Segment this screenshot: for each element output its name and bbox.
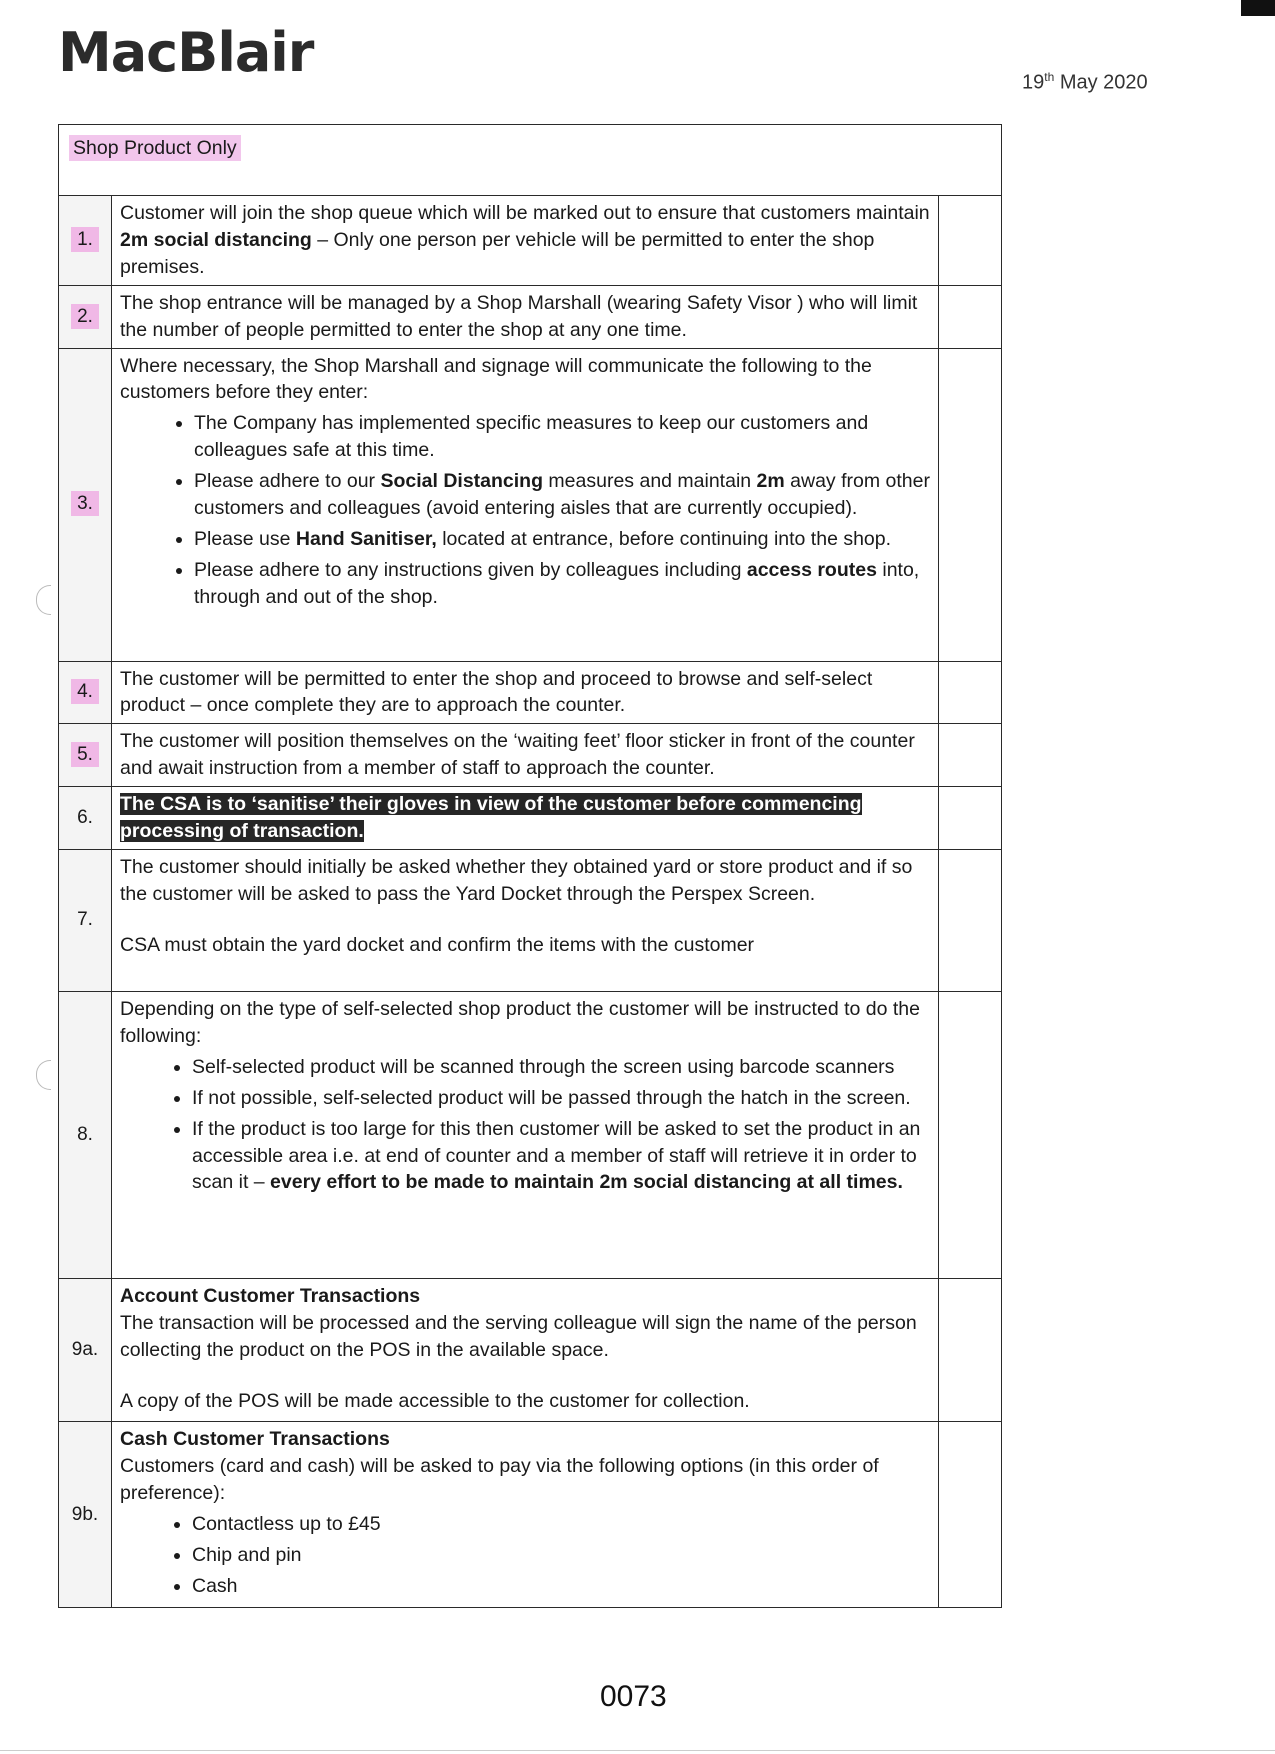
table-row (59, 285, 1002, 348)
row-text: Depending on the type of self-selected shop product the customer will be instructed to do the following: • Self-selected product will be scanned through the screen using barcode scanners • If not possible, self-selected product will be passed through the hatch in the screen. • If the product is too large for this then customer will be asked to set the product in an accessible area i.e. at end of counter and a member of staff will retrieve it in order to scan it – every effort to be made to maintain 2m social distancing at all times. (112, 991, 939, 1278)
row-number: 3. (59, 348, 112, 661)
check-cell (939, 661, 1002, 724)
hole-punch-mark (36, 1060, 51, 1090)
check-cell (939, 849, 1002, 991)
row-number: 9b. (59, 1421, 112, 1607)
document-date: 19th May 2020 (1022, 70, 1148, 94)
row-text (112, 787, 939, 850)
table-row (59, 724, 1002, 787)
table-row (59, 1421, 1002, 1607)
hole-punch-mark (36, 585, 51, 615)
row-text: The customer should initially be asked whether they obtained yard or store product and if so the customer will be asked to pass the Yard Docket through the Perspex Screen. CSA must obtain the yard docket and confirm the items with the customer (112, 849, 939, 991)
page-number: 0073 (600, 1680, 667, 1713)
bullet-list (120, 1511, 930, 1600)
table-row (59, 849, 1002, 991)
list-item: • Please adhere to any instructions given by colleagues including access routes into, through and out of the shop. (194, 557, 930, 611)
list-item: • If the product is too large for this then customer will be asked to set the product in an accessible area i.e. at end of counter and a member of staff will retrieve it in order to scan it – every effort to be made to maintain 2m social distancing at all times. (192, 1116, 930, 1197)
row-number: 4. (59, 661, 112, 724)
table-row (59, 991, 1002, 1278)
bullet-list (120, 1054, 930, 1197)
row-number: 9a. (59, 1278, 112, 1421)
row-text: Account Customer Transactions The transaction will be processed and the serving colleague will sign the name of the person collecting the product on the POS in the available space. A copy of the POS will be made accessible to the customer for collection. (112, 1278, 939, 1421)
row-subheading: Cash Customer Transactions (120, 1427, 390, 1450)
table-header-row (59, 125, 1002, 196)
procedure-table (58, 124, 1002, 1608)
table-row (59, 1278, 1002, 1421)
scan-corner-mark (1241, 0, 1275, 16)
row-subheading: Account Customer Transactions (120, 1284, 421, 1307)
table-row (59, 787, 1002, 850)
list-item: • Please use Hand Sanitiser, located at entrance, before continuing into the shop. (194, 526, 930, 553)
scan-bottom-edge (0, 1750, 1275, 1751)
list-item: • Chip and pin (192, 1542, 930, 1569)
list-item: • Cash (192, 1573, 930, 1600)
list-item: • If not possible, self-selected product will be passed through the hatch in the screen. (192, 1085, 930, 1112)
row-number: 1. (59, 196, 112, 286)
highlighted-instruction: The CSA is to ‘sanitise’ their gloves in view of the customer before commencing processing of transaction. (120, 793, 862, 843)
macblair-logo: MacBlair (58, 21, 314, 84)
row-number: 5. (59, 724, 112, 787)
row-text: The shop entrance will be managed by a Shop Marshall (wearing Safety Visor ) who will limit the number of people permitted to enter the shop at any one time. (112, 285, 939, 348)
row-text: Cash Customer Transactions Customers (card and cash) will be asked to pay via the following options (in this order of preference): • Contactless up to £45 • Chip and pin • Cash (112, 1421, 939, 1607)
list-item: • Self-selected product will be scanned through the screen using barcode scanners (192, 1054, 930, 1081)
table-row (59, 196, 1002, 286)
table-row (59, 348, 1002, 661)
table-row (59, 661, 1002, 724)
row-number: 6. (59, 787, 112, 850)
section-title: Shop Product Only (59, 125, 1002, 196)
check-cell (939, 285, 1002, 348)
row-text: The customer will be permitted to enter the shop and proceed to browse and self-select product – once complete they are to approach the counter. (112, 661, 939, 724)
row-text: Where necessary, the Shop Marshall and signage will communicate the following to the customers before they enter: • The Company has implemented specific measures to keep our customers and colleagues safe at this time. • Please adhere to our Social Distancing measures and maintain 2m away from other customers and colleagues (avoid entering aisles that are currently occupied). • Please use Hand Sanitiser, located at entrance, before continuing into the shop. • Please adhere to any instructions given by colleagues including access routes into, through and out of the shop. (112, 348, 939, 661)
check-cell (939, 787, 1002, 850)
row-text: Customer will join the shop queue which will be marked out to ensure that customers maintain 2m social distancing – Only one person per vehicle will be permitted to enter the shop premises. (112, 196, 939, 286)
bullet-list (120, 410, 930, 610)
row-text: The customer will position themselves on the ‘waiting feet’ floor sticker in front of the counter and await instruction from a member of staff to approach the counter. (112, 724, 939, 787)
list-item: • Contactless up to £45 (192, 1511, 930, 1538)
list-item: • Please adhere to our Social Distancing measures and maintain 2m away from other customers and colleagues (avoid entering aisles that are currently occupied). (194, 468, 930, 522)
check-cell (939, 196, 1002, 286)
check-cell (939, 991, 1002, 1278)
list-item: • The Company has implemented specific measures to keep our customers and colleagues safe at this time. (194, 410, 930, 464)
row-number: 7. (59, 849, 112, 991)
check-cell (939, 348, 1002, 661)
row-number: 8. (59, 991, 112, 1278)
check-cell (939, 1421, 1002, 1607)
check-cell (939, 1278, 1002, 1421)
row-number: 2. (59, 285, 112, 348)
check-cell (939, 724, 1002, 787)
